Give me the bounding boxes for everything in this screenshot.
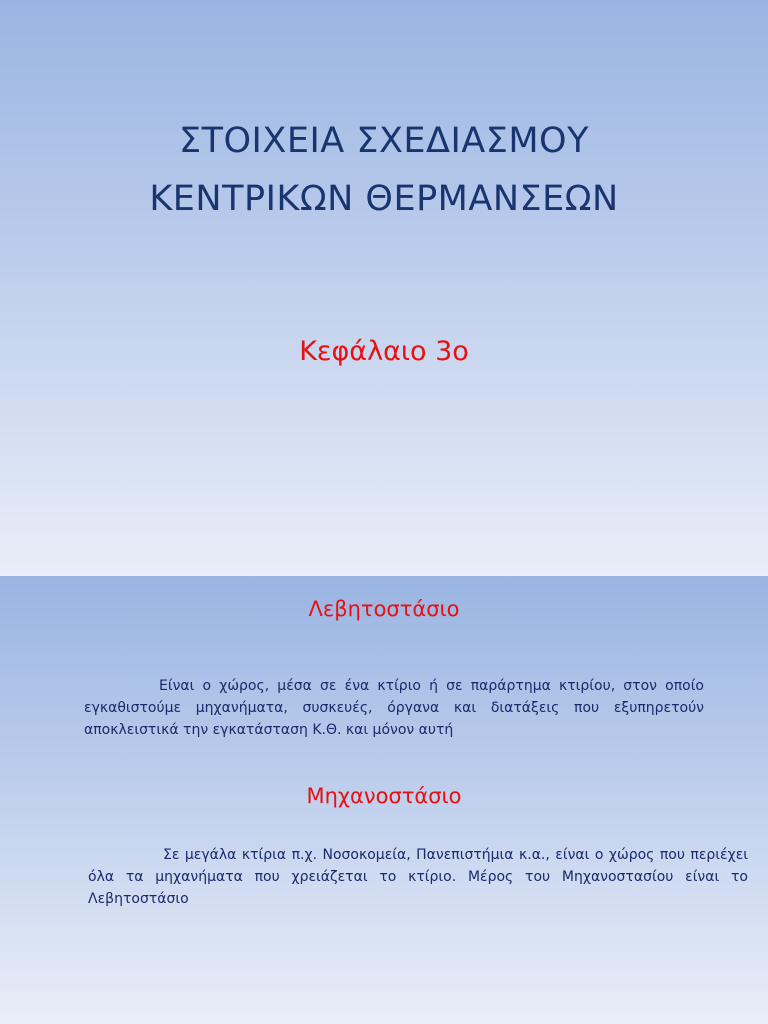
- title-line-1: ΣΤΟΙΧΕΙΑ ΣΧΕΔΙΑΣΜΟΥ: [178, 121, 589, 161]
- slide-definitions: [0, 576, 768, 1024]
- paragraph-machine-room: Σε μεγάλα κτίρια π.χ. Νοσοκομεία, Πανεπιστήμια κ.α., είναι ο χώρος που περιέχει όλα τα μηχανήματα που χρειάζεται το κτίριο. Μέρος του Μηχανοστασίου είναι το Λεβητοστάσιο: [88, 847, 748, 907]
- slide-title-text: [0, 112, 768, 228]
- title-line-2: ΚΕΝΤΡΙΚΩΝ ΘΕΡΜΑΝΣΕΩΝ: [149, 179, 619, 219]
- heading-boiler-room: Λεβητοστάσιο: [308, 597, 460, 621]
- chapter-subtitle: Κεφάλαιο 3ο: [299, 336, 469, 367]
- paragraph-boiler-room: Είναι ο χώρος, μέσα σε ένα κτίριο ή σε παράρτημα κτιρίου, στον οποίο εγκαθιστούμε μηχανήματα, συσκευές, όργανα και διατάξεις που εξυπηρετούν αποκλειστικά την εγκατάσταση Κ.Θ. και μόνον αυτή: [84, 678, 704, 738]
- heading-machine-room: Μηχανοστάσιο: [306, 784, 462, 808]
